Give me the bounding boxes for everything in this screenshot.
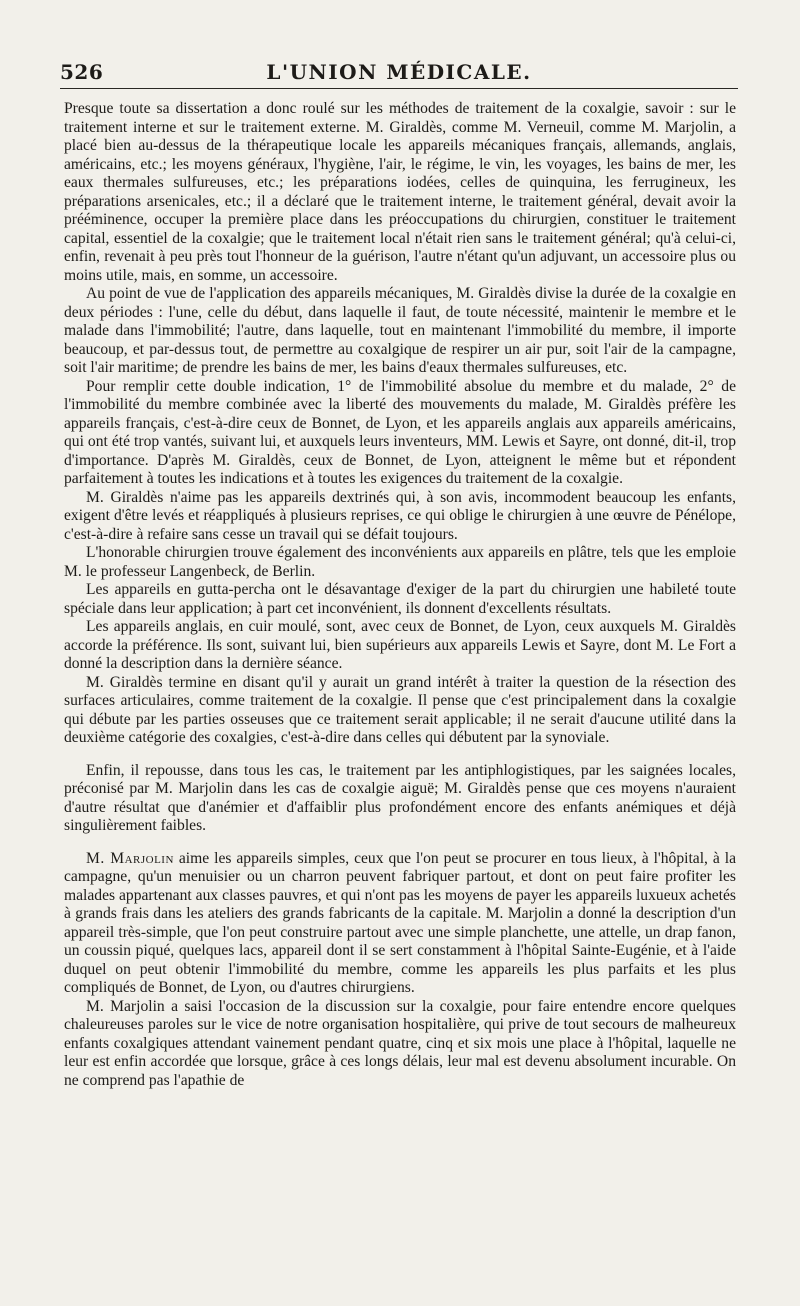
- paragraph: Au point de vue de l'application des appareils mécaniques, M. Giraldès divise la durée de la coxalgie en deux périodes : l'une, celle du début, dans laquelle il faut, de toute nécessité, maintenir le membre et le malade dans l'immobilité; l'autre, dans laquelle, tout en maintenant l'immobilité du membre, il importe beaucoup, et par-dessus tout, de permettre au coxalgique de respirer un air pur, soit l'air de la campagne, soit l'air maritime; de prendre les bains de mer, les bains d'eaux thermales sulfureuses, etc.: [64, 285, 736, 376]
- paragraph: Les appareils en gutta-percha ont le désavantage d'exiger de la part du chirurgien une habileté toute spéciale dans leur application; à part cet inconvénient, ils donnent d'excellents résultats.: [64, 581, 736, 617]
- paragraph: M. Giraldès termine en disant qu'il y aurait un grand intérêt à traiter la question de la résection des surfaces articulaires, comme traitement de la coxalgie. Il pense que c'est principalement dans la coxalgie qui débute par les parties osseuses que ce traitement serait applicable; il ne serait d'aucune utilité dans la deuxième catégorie des coxalgies, c'est-à-dire dans celles qui débutent par la synoviale.: [64, 673, 736, 746]
- paragraph: Enfin, il repousse, dans tous les cas, le traitement par les antiphlogistiques, par les saignées locales, préconisé par M. Marjolin dans les cas de coxalgie aiguë; M. Giraldès pense que ces moyens n'auraient d'autre résultat que d'anémier et d'affaiblir plus profondément encore des enfants anémiques et déjà singulièrement faibles.: [64, 761, 736, 834]
- speaker-name: M. Marjolin: [86, 849, 174, 867]
- paragraph: Les appareils anglais, en cuir moulé, sont, avec ceux de Bonnet, de Lyon, ceux auxquels M. Giraldès accorde la préférence. Ils sont, suivant lui, bien supérieurs aux appareils Lewis et Sayre, dont M. Le Fort a donné la description dans la dernière séance.: [64, 618, 736, 672]
- running-title: L'UNION MÉDICALE.: [266, 60, 532, 84]
- paragraph: M. Giraldès n'aime pas les appareils dextrinés qui, à son avis, incommodent beaucoup les enfants, exigent d'être levés et réappliqués à plusieurs reprises, ce qui oblige le chirurgien à une œuvre de Pénélope, c'est-à-dire à refaire sans cesse un travail qui se défait toujours.: [64, 488, 736, 543]
- paragraph: Pour remplir cette double indication, 1° de l'immobilité absolue du membre et du malade, 2° de l'immobilité du membre combinée avec la liberté des mouvements du malade, M. Giraldès préfère les appareils français, c'est-à-dire ceux de Bonnet, de Lyon, et les appareils anglais aux appareils américains, qui ont été trop vantés, suivant lui, et auxquels leurs inventeurs, MM. Lewis et Sayre, ont donné, dit-il, trop d'importance. D'après M. Giraldès, ceux de Bonnet, de Lyon, atteignent le même but et répondent parfaitement à toutes les indications et à toutes les exigences du traitement de la coxalgie.: [64, 377, 736, 487]
- paragraph: L'honorable chirurgien trouve également des inconvénients aux appareils en plâtre, tels que les emploie M. le professeur Langenbeck, de Berlin.: [64, 544, 736, 580]
- page-number: 526: [60, 60, 104, 84]
- page-header: [60, 58, 738, 89]
- paragraph-text: aime les appareils simples, ceux que l'on peut se procurer en tous lieux, à l'hôpital, à la campagne, qu'un menuisier ou un charron peuvent fabriquer partout, et dont on peut faire profiter les malades appartenant aux classes pauvres, et qui n'ont pas les moyens de payer les appareils luxueux achetés à grands frais dans les ateliers des grands fabricants de la capitale. M. Marjolin a donné la description d'un appareil très-simple, que l'on peut construire partout avec une simple planchette, une attelle, un drap fanon, un coussin piqué, quelques lacs, appareil dont il se sert constamment à l'hôpital Sainte-Eugénie, et à l'aide duquel on peut obtenir l'immobilité du membre, comme les appareils les plus parfaits et les plus compliqués de Bonnet, de Lyon, ou d'autres chirurgiens.: [64, 849, 737, 996]
- paragraph: M. Marjolin a saisi l'occasion de la discussion sur la coxalgie, pour faire entendre encore quelques chaleureuses paroles sur le vice de notre organisation hospitalière, qui prive de tout secours de malheureux enfants coxalgiques attendant vainement pendant quatre, cinq et six mois une place à l'hôpital, laquelle ne leur est enfin accordée que lorsque, grâce à ces longs délais, leur mal est devenu absolument incurable. On ne comprend pas l'apathie de: [64, 997, 736, 1089]
- article-body: [64, 100, 736, 1090]
- paragraph: [64, 850, 736, 998]
- paragraph: Presque toute sa dissertation a donc roulé sur les méthodes de traitement de la coxalgie, savoir : sur le traitement interne et sur le traitement externe. M. Giraldès, comme M. Verneuil, comme M. Marjolin, a placé bien au-dessus de la thérapeutique locale les appareils mécaniques français, allemands, anglais, américains, etc.; les moyens généraux, l'hygiène, l'air, le régime, le vin, les voyages, les bains de mer, les eaux thermales sulfureuses, etc.; les préparations iodées, celles de quinquina, les ferrugineux, les préparations arsenicales, etc.; il a déclaré que le traitement interne, le traitement général, devait avoir la prééminence, occuper la première place dans les préoccupations du chirurgien, constituer le traitement capital, essentiel de la coxalgie; que le traitement local n'était rien sans le traitement général; qu'à celui-ci, enfin, revenait à peu près tout l'honneur de la guérison, l'autre n'étant qu'un adjuvant, un accessoire plus ou moins utile, mais, en somme, un accessoire.: [64, 100, 736, 284]
